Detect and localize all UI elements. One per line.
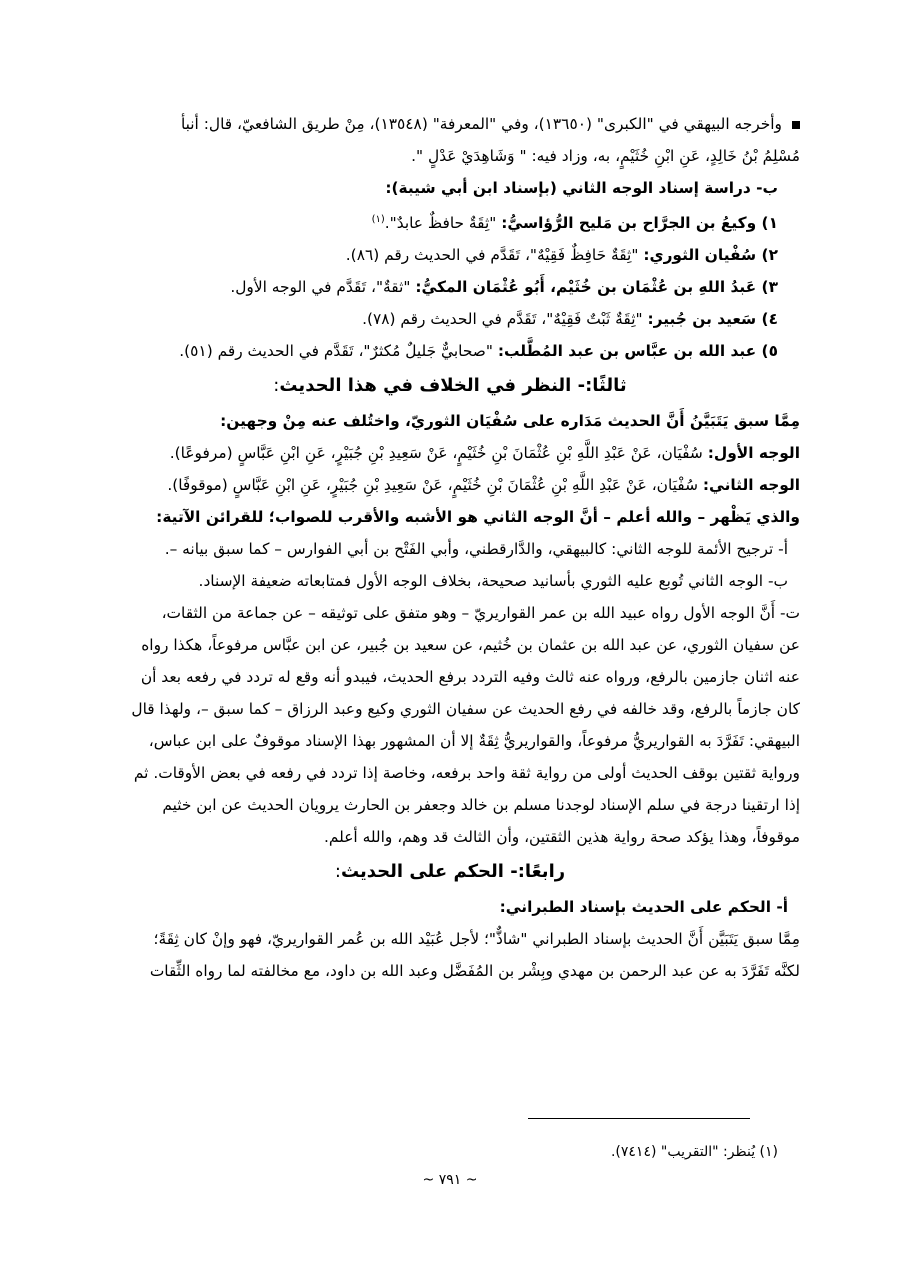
narrator-item xyxy=(100,303,800,335)
text-line: وأخرجه البيهقي في "الكبرى" (١٣٦٥٠)، وفي "المعرفة" (١٣٥٤٨)، مِنْ طريق الشافعيّ، قال: أنبأ xyxy=(180,115,782,133)
text-line: لكنَّه تَفَرَّدَ به عن عبد الرحمن بن مهدي وبِشْر بن المُفَضَّل وعبد الله بن داود، مع مخالفته لما رواه الثِّقات xyxy=(149,962,800,981)
text-line: مِمَّا سبق يَتَبَيَّن أَنَّ الحديث بإسناد الطبراني "شاذٌّ"؛ لأجل عُبَيْد الله بن عُمر القواريريّ، فهو وإنْ كان ثِقَةً؛ xyxy=(153,930,800,949)
wajh-first xyxy=(100,437,800,469)
evidence-b: ب- الوجه الثاني تُوبع عليه الثوري بأسانيد صحيحة، بخلاف الوجه الأول فمتابعاته ضعيفة الإسناد. xyxy=(198,572,788,591)
heading-title: :- النظر في الخلاف في هذا الحديث xyxy=(279,375,593,397)
section-heading-fourth xyxy=(100,853,800,891)
text-line: موقوفاً، وهذا يؤكد صحة رواية هذين الثقتين، وأن الثالث قد وهم، والله أعلم. xyxy=(324,828,800,847)
page-body xyxy=(100,108,800,987)
narrator-name: ٢) سُفْيان الثوري: xyxy=(643,246,778,265)
intro-line: مِمَّا سبق يَتَبَيَّنُ أَنَّ الحديث مَدَاره على سُفْيَان الثوريّ، واختُلف عنه مِنْ وجهين: xyxy=(220,412,800,431)
wajh-label: الوجه الأول: xyxy=(707,444,800,463)
page-number: ~ ٧٩١ ~ xyxy=(422,1172,478,1188)
text-line: مُسْلِمُ بْنُ خَالِدٍ، عَنِ ابْنِ خُثَيْمٍ، به، وزاد فيه: " وَشَاهِدَيْ عَدْلٍ ". xyxy=(411,147,800,165)
text-line: ورواية ثقتين بوقف الحديث أولى من رواية ثقة واحد برفعه، وخاصة إذا تردد في رفعه في بعض الأوقات. ثم xyxy=(133,764,800,783)
section-heading-b: ب- دراسة إسناد الوجه الثاني (بإسناد ابن أبي شيبة): xyxy=(385,179,778,197)
narrator-grade: "ثقةٌ"، تَقَدَّم في الوجه الأول. xyxy=(230,278,416,297)
bullet-icon xyxy=(792,121,800,129)
text-line: البيهقي: تَفَرَّدَ به القواريريُّ مرفوعاً، والقواريريُّ ثِقَةٌ إلا أن المشهور بهذا الإسناد موقوفٌ على ابن عباس، xyxy=(148,732,800,751)
narrator-name: ١) وكيعُ بن الجرَّاح بن مَليح الرُّؤاسيُّ: xyxy=(501,214,778,233)
paragraph-ruling xyxy=(100,923,800,987)
narrator-item xyxy=(100,335,800,367)
narrator-item xyxy=(100,271,800,303)
section-heading-third xyxy=(100,367,800,405)
narrator-name: ٣) عَبدُ اللهِ بن عُثْمَان بن خُثَيْم، أَبُو عُثْمَان المكيُّ: xyxy=(415,278,778,297)
footnote-marker: (١) xyxy=(371,214,385,225)
paragraph-takhrij xyxy=(100,108,800,172)
narrator-item xyxy=(100,239,800,271)
narrator-grade: "ثِقَةٌ ثَبْتٌ فَقِيْهٌ"، تَقَدَّم في الحديث رقم (٧٨). xyxy=(362,310,648,329)
heading-number: ثالثًا xyxy=(592,375,627,397)
wajh-label: الوجه الثاني: xyxy=(702,476,800,495)
text-line: ت- أَنَّ الوجه الأول رواه عبيد الله بن عمر القواريريّ – وهو متفق على توثيقه – عن جماعة من الثقات، xyxy=(161,604,800,623)
wajh-text: سُفْيَان، عَنْ عَبْدِ اللَّهِ بْنِ عُثْمَانَ بْنِ خُثَيْمٍ، عَنْ سَعِيدِ بْنِ جُبَيْرٍ، عَنِ ابْنِ عَبَّاسٍ (موقوفًا). xyxy=(167,476,703,495)
narrator-name: ٥) عبد الله بن عبَّاس بن عبد المُطَّلب: xyxy=(497,342,778,361)
text-line: عن سفيان الثوري، عن عبد الله بن عثمان بن خُثيم، عن سعيد بن جُبير، عن ابن عبَّاس مرفوعاً، هكذا رواه xyxy=(141,636,800,655)
heading-colon: : xyxy=(334,861,341,883)
narrator-grade: "ثِقَةٌ حافظٌ عابدٌ". xyxy=(384,214,502,233)
wajh-second xyxy=(100,469,800,501)
text-line: عنه اثنان جازمين بالرفع، ورواه عنه ثالث وفيه التردد برفع الحديث، فيبدو أنه وقع له تردد في رفعه بعد أن xyxy=(140,668,800,687)
wajh-text: سُفْيَان، عَنْ عَبْدِ اللَّهِ بْنِ عُثْمَانَ بْنِ خُثَيْمٍ، عَنْ سَعِيدِ بْنِ جُبَيْرٍ، عَنِ ابْنِ عَبَّاسٍ (مرفوعًا). xyxy=(169,444,708,463)
narrator-grade: "صحابيٌّ جَليلٌ مُكثرٌ"، تَقَدَّم في الحديث رقم (٥١). xyxy=(179,342,498,361)
subheading-tabarani: أ- الحكم على الحديث بإسناد الطبراني: xyxy=(499,898,788,917)
conclusion-line: والذي يَظْهر – والله أعلم – أنَّ الوجه الثاني هو الأشبه والأقرب للصواب؛ للقرائن الآتية: xyxy=(156,508,800,527)
narrator-grade: "ثِقَةٌ حَافِظٌ فَقِيْهٌ"، تَقَدَّم في الحديث رقم (٨٦). xyxy=(345,246,644,265)
footnote: (١) يُنظر: "التقريب" (٧٤١٤). xyxy=(610,1144,778,1160)
heading-number: رابعًا xyxy=(524,861,566,883)
evidence-t xyxy=(100,597,800,853)
heading-colon: : xyxy=(273,375,280,397)
heading-title: :- الحكم على الحديث xyxy=(340,861,525,883)
narrator-item xyxy=(100,204,800,239)
text-line: كان جازماً بالرفع، وقد خالفه في رفع الحديث عن سفيان الثوري وكيع وعبد الرزاق – كما سبق –، ولهذا قال xyxy=(131,700,800,719)
narrator-name: ٤) سَعيد بن جُبير: xyxy=(647,310,778,329)
evidence-a: أ- ترجيح الأئمة للوجه الثاني: كالبيهقي، والدَّارقطني، وأبي الفَتْح بن أبي الفوارس – كما سبق بيانه –. xyxy=(164,540,788,559)
text-line: إذا ارتقينا درجة في سلم الإسناد لوجدنا مسلم بن خالد وجعفر بن الحارث يرويان الحديث عن ابن خثيم xyxy=(162,796,800,815)
footnote-divider xyxy=(528,1118,750,1119)
